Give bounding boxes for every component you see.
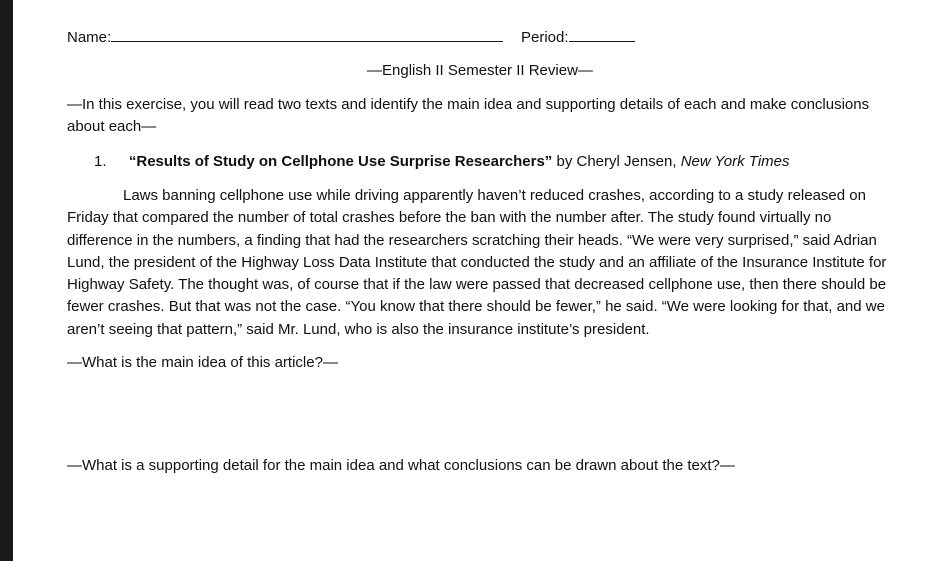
question-supporting-detail: —What is a supporting detail for the main idea and what conclusions can be drawn about the text?— — [67, 457, 735, 474]
article-source: New York Times — [680, 153, 790, 170]
article-byline: by Cheryl Jensen, — [552, 153, 681, 170]
item-number: 1. — [94, 153, 107, 170]
name-line — [67, 27, 503, 48]
worksheet-title: —English II Semester II Review— — [367, 62, 593, 79]
left-edge-bar — [0, 0, 13, 561]
period-blank[interactable] — [569, 27, 635, 42]
period-line — [521, 27, 635, 48]
passage-text: Laws banning cellphone use while driving apparently haven’t reduced crashes, according to a study released on Friday that compared the number of total crashes before the ban with the number after. The study found virtually no difference in the numbers, a finding that had the researchers scratching their heads. “We were very surprised,” said Adrian Lund, the president of the Highway Loss Data Institute that conducted the study and an affiliate of the Insurance Institute for Highway Safety. The thought was, of course that if the law were passed that decreased cellphone use, then there should be fewer crashes. But that was not the case. “You know that there should be fewer,” he said. “We were looking for that, and we aren’t seeing that pattern,” said Mr. Lund, who is also the insurance institute’s president. — [67, 187, 887, 338]
name-label: Name: — [67, 29, 112, 46]
instructions: —In this exercise, you will read two texts and identify the main idea and supporting details of each and make conclusions about each— — [67, 96, 870, 136]
period-label: Period: — [521, 29, 569, 46]
worksheet-page — [13, 0, 945, 561]
article-heading — [94, 152, 790, 172]
article-title: “Results of Study on Cellphone Use Surprise Researchers” — [128, 153, 553, 170]
name-blank[interactable] — [111, 27, 503, 42]
question-main-idea: —What is the main idea of this article?— — [67, 354, 338, 371]
article-passage — [67, 185, 897, 341]
